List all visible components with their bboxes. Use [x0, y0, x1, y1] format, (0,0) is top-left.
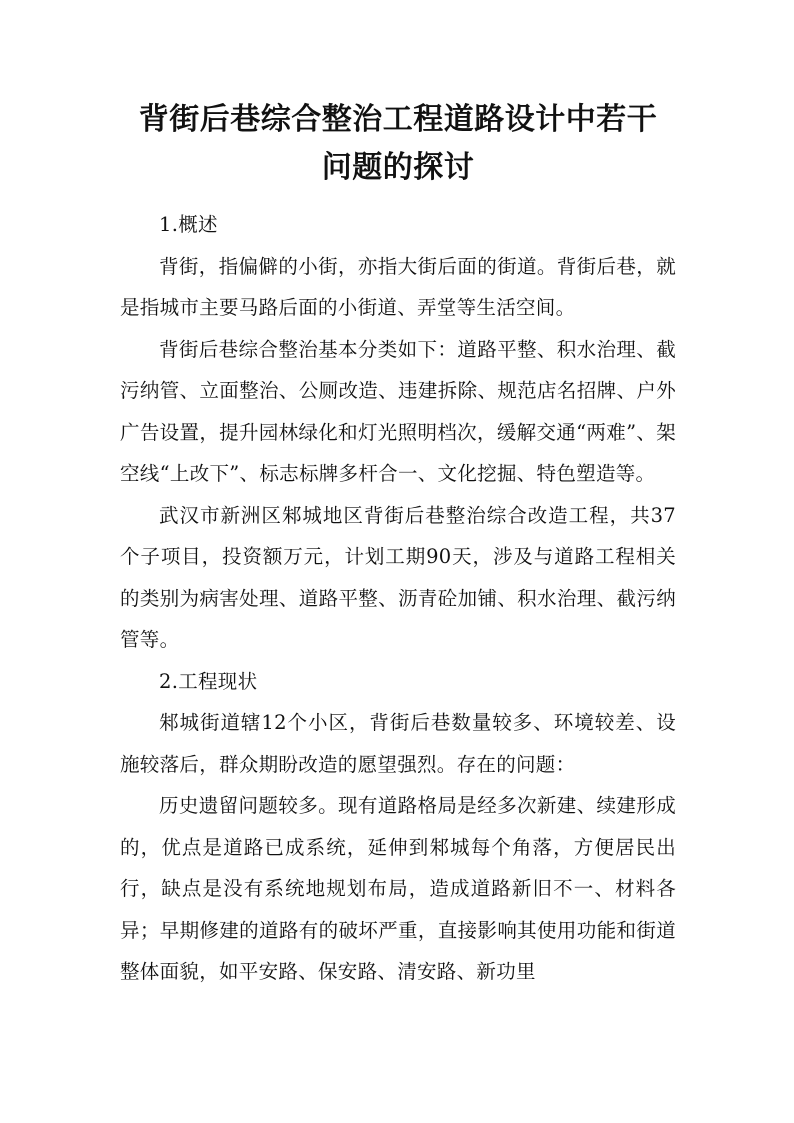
title-line-1: 背街后巷综合整治工程道路设计中若干	[138, 102, 658, 137]
section-heading-overview: 1.概述	[159, 213, 218, 236]
title-line-2: 问题的探讨	[321, 150, 475, 185]
paragraph-project-intro: 武汉市新洲区邾城地区背街后巷整治综合改造工程，共37个子项目，投资额万元，计划工期90天，涉及与道路工程相关的类别为病害处理、道路平整、沥青砼加铺、积水治理、截污纳管等。	[120, 503, 676, 651]
section-heading-status: 2.工程现状	[159, 669, 258, 693]
paragraph-history-issues: 历史遗留问题较多。现有道路格局是经多次新建、续建形成的，优点是道路已成系统，延伸到邾城每个角落，方便居民出行，缺点是没有系统地规划布局，造成道路新旧不一、材料各异；早期修建的道路有的破坏严重，直接影响其使用功能和街道整体面貌，如平安路、保安路、清安路、新功里	[120, 794, 676, 983]
paragraph-street-status: 邾城街道辖12个小区，背街后巷数量较多、环境较差、设施较落后，群众期盼改造的愿望强烈。存在的问题：	[120, 711, 676, 776]
document-body	[120, 204, 676, 993]
document-title	[120, 96, 676, 192]
paragraph-classification: 背街后巷综合整治基本分类如下：道路平整、积水治理、截污纳管、立面整治、公厕改造、违建拆除、规范店名招牌、户外广告设置，提升园林绿化和灯光照明档次，缓解交通“两难”、架空线“上改下”、标志标牌多杆合一、文化挖掘、特色塑造等。	[120, 337, 676, 485]
paragraph-definition: 背街，指偏僻的小街，亦指大街后面的街道。背街后巷，就是指城市主要马路后面的小街道、弄堂等生活空间。	[120, 254, 676, 319]
